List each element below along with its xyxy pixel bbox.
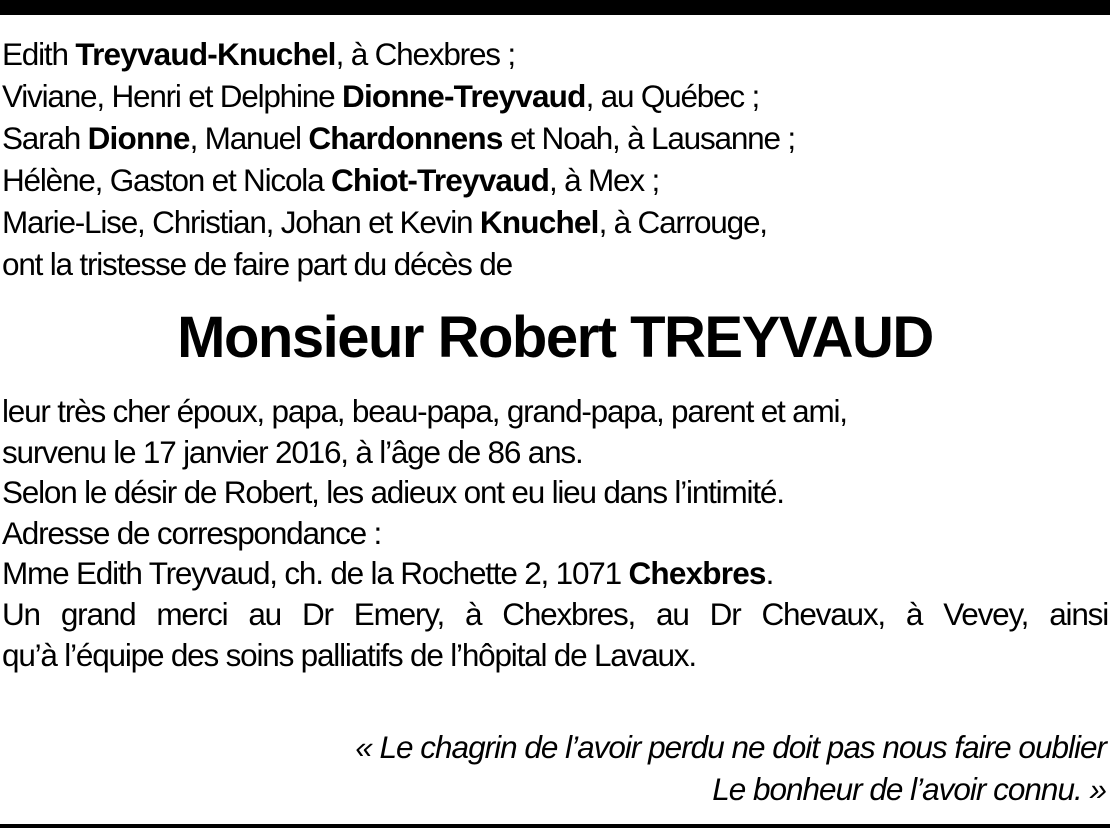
address-heading: Adresse de correspondance : <box>2 514 382 551</box>
notice-body <box>2 391 1108 675</box>
memorial-quote <box>355 726 1106 810</box>
family-surname: Chiot-Treyvaud <box>330 162 550 198</box>
quote-line: « Le chagrin de l’avoir perdu ne doit pas nous faire oublier <box>355 729 1106 765</box>
thanks-text: Un grand merci au Dr Emery, à Chexbres, au Dr Chevaux, à Vevey, ainsi <box>2 595 1108 632</box>
deceased-name: Monsieur Robert TREYVAUD <box>177 305 933 370</box>
family-surname: Dionne-Treyvaud <box>342 78 586 114</box>
top-border <box>0 0 1110 15</box>
family-surname: Knuchel <box>479 204 599 240</box>
family-surname: Treyvaud-Knuchel <box>75 36 336 72</box>
relationship-text: leur très cher époux, papa, beau-papa, grand-papa, parent et ami, <box>2 393 847 429</box>
family-line: Viviane, Henri et Delphine Dionne-Treyvaud, au Québec ; <box>2 78 760 114</box>
announcement-text: ont la tristesse de faire part du décès de <box>2 246 512 282</box>
farewell-text: Selon le désir de Robert, les adieux ont eu lieu dans l’intimité. <box>2 474 784 511</box>
family-line: Edith Treyvaud-Knuchel, à Chexbres ; <box>2 36 515 72</box>
quote-line: Le bonheur de l’avoir connu. » <box>712 771 1106 807</box>
family-line: Marie-Lise, Christian, Johan et Kevin Knuchel, à Carrouge, <box>2 204 767 240</box>
bottom-border <box>0 824 1110 828</box>
address-text: Mme Edith Treyvaud, ch. de la Rochette 2, 1071 Chexbres. <box>2 555 774 592</box>
family-surname: Chardonnens <box>308 120 503 156</box>
thanks-text-continued: qu’à l’équipe des soins palliatifs de l’hôpital de Lavaux. <box>2 636 696 673</box>
family-line: Hélène, Gaston et Nicola Chiot-Treyvaud, à Mex ; <box>2 162 660 198</box>
death-date-text: survenu le 17 janvier 2016, à l’âge de 86 ans. <box>2 433 583 470</box>
family-surname: Dionne <box>87 120 190 156</box>
family-line: Sarah Dionne, Manuel Chardonnens et Noah, à Lausanne ; <box>2 120 795 156</box>
family-list <box>2 33 1108 285</box>
address-city: Chexbres <box>628 555 766 592</box>
